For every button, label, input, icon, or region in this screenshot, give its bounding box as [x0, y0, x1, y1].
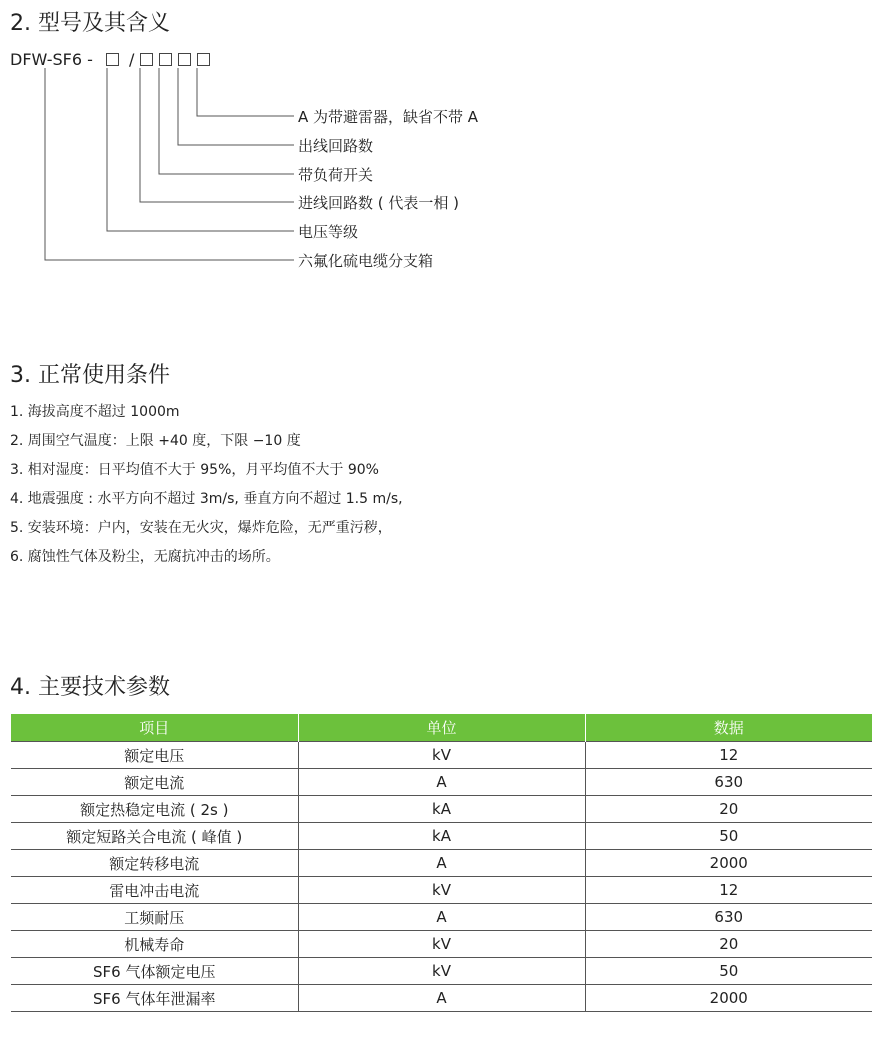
table-row: [11, 904, 872, 931]
header-item: 项目: [11, 714, 298, 742]
meaning-product-type: 六氟化硫电缆分支箱: [298, 252, 434, 270]
cell-unit: kV: [298, 931, 585, 958]
meaning-arrester: A 为带避雷器，缺省不带 A: [298, 108, 479, 126]
technical-parameters-table: [11, 714, 872, 1012]
leader-line-outgoing: [178, 68, 294, 145]
section-title-conditions: 3. 正常使用条件: [10, 363, 170, 388]
cell-unit: A: [298, 985, 585, 1012]
table-row: [11, 823, 872, 850]
model-meaning-diagram: [0, 0, 880, 280]
cell-value: 20: [585, 796, 872, 823]
cell-item: 工频耐压: [11, 904, 298, 931]
cell-item: 雷电冲击电流: [11, 877, 298, 904]
cell-unit: kA: [298, 796, 585, 823]
table-row: [11, 796, 872, 823]
leader-line-load-switch: [159, 68, 294, 174]
condition-item: 3. 相对湿度：日平均值不大于 95%，月平均值不大于 90%: [10, 462, 379, 478]
table-header-row: [11, 714, 872, 742]
table-row: [11, 742, 872, 769]
cell-unit: A: [298, 769, 585, 796]
meaning-load-switch: 带负荷开关: [298, 166, 374, 184]
cell-item: 额定电流: [11, 769, 298, 796]
meaning-outgoing-circuits: 出线回路数: [298, 137, 374, 155]
cell-unit: A: [298, 904, 585, 931]
condition-item: 6. 腐蚀性气体及粉尘，无腐抗冲击的场所。: [10, 549, 280, 565]
meaning-incoming-circuits: 进线回路数 ( 代表一相 ): [298, 194, 460, 212]
cell-unit: kV: [298, 877, 585, 904]
cell-item: 额定短路关合电流 ( 峰值 ): [11, 823, 298, 850]
leader-line-incoming: [140, 68, 294, 202]
model-separator: /: [128, 50, 135, 69]
cell-item: SF6 气体额定电压: [11, 958, 298, 985]
section-title-parameters: 4. 主要技术参数: [10, 675, 170, 700]
header-value: 数据: [585, 714, 872, 742]
cell-value: 12: [585, 742, 872, 769]
cell-unit: kA: [298, 823, 585, 850]
cell-item: SF6 气体年泄漏率: [11, 985, 298, 1012]
cell-value: 630: [585, 769, 872, 796]
header-unit: 单位: [298, 714, 585, 742]
condition-item: 4. 地震强度 : 水平方向不超过 3m/s, 垂直方向不超过 1.5 m/s,: [10, 491, 403, 507]
cell-item: 额定转移电流: [11, 850, 298, 877]
cell-item: 额定电压: [11, 742, 298, 769]
cell-value: 2000: [585, 850, 872, 877]
cell-value: 50: [585, 823, 872, 850]
table-row: [11, 985, 872, 1012]
cell-value: 2000: [585, 985, 872, 1012]
cell-unit: kV: [298, 958, 585, 985]
table-row: [11, 958, 872, 985]
cell-unit: A: [298, 850, 585, 877]
condition-item: 2. 周围空气温度：上限 +40 度，下限 −10 度: [10, 433, 301, 449]
leader-line-voltage: [107, 68, 294, 231]
model-prefix: DFW-SF6 -: [10, 50, 93, 69]
cell-unit: kV: [298, 742, 585, 769]
cell-item: 额定热稳定电流 ( 2s ): [11, 796, 298, 823]
table-row: [11, 877, 872, 904]
section-title-model: 2. 型号及其含义: [10, 11, 170, 36]
cell-value: 12: [585, 877, 872, 904]
cell-value: 630: [585, 904, 872, 931]
cell-item: 机械寿命: [11, 931, 298, 958]
condition-item: 5. 安装环境：户内，安装在无火灾，爆炸危险，无严重污秽，: [10, 520, 392, 536]
cell-value: 50: [585, 958, 872, 985]
cell-value: 20: [585, 931, 872, 958]
leader-line-arrester: [197, 68, 294, 116]
meaning-voltage-level: 电压等级: [298, 223, 359, 241]
condition-item: 1. 海拔高度不超过 1000m: [10, 404, 180, 420]
table-row: [11, 850, 872, 877]
table-row: [11, 931, 872, 958]
table-row: [11, 769, 872, 796]
